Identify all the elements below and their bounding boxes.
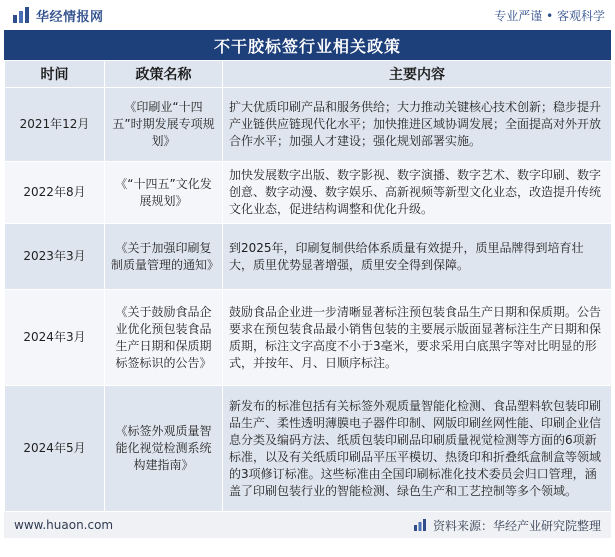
cell-policy-name: 《标签外观质量智能化视觉检测系统构建指南》 <box>105 386 223 512</box>
cell-policy-name: 《关于鼓励食品企业优化预包装食品生产日期和保质期标签标识的公告》 <box>105 290 223 386</box>
cell-content: 新发布的标准包括有关标签外观质量智能化检测、食品塑料软包装印刷品生产、柔性透明薄膜电子器件印制、网版印刷丝网性能、印刷企业信息分类及编码方法、纸质包装印刷品印刷质量视觉检测等方面的6项新标准，以及有关纸质印刷品平压平模切、热烫印和折叠纸盒制盒等领域的3项修订标准。这些标准由全国印刷标准化技术委员会归口管理，涵盖了印刷包装行业的智能检测、绿色生产和工艺控制等多个领域。 <box>223 386 612 512</box>
footer-source <box>413 517 601 534</box>
column-header-policy-name: 政策名称 <box>105 61 223 88</box>
brand-logo-icon <box>413 518 427 532</box>
column-header-main-content: 主要内容 <box>223 61 612 88</box>
cell-time: 2021年12月 <box>5 88 105 162</box>
cell-content: 鼓励食品企业进一步清晰显著标注预包装食品生产日期和保质期。公告要求在预包装食品最小销售包装的主要展示版面显著标注生产日期和保质期，标注文字高度不小于3毫米，要求采用白底黑字等对比明显的形式，并按年、月、日顺序标注。 <box>223 290 612 386</box>
top-bar <box>0 0 615 30</box>
table-row <box>5 386 612 512</box>
slogan: 专业严谨 • 客观科学 <box>494 8 605 23</box>
footer-url: www.huaon.com <box>14 518 114 532</box>
cell-content: 加快发展数字出版、数字影视、数字演播、数字艺术、数字印刷、数字创意、数字动漫、数字娱乐、高新视频等新型文化业态，改造提升传统文化业态，促进结构调整和优化升级。 <box>223 162 612 224</box>
cell-content: 到2025年，印刷复制供给体系质量有效提升，质里品牌得到培育壮大，质里优势显著增强，质里安全得到保障。 <box>223 224 612 290</box>
table-row <box>5 224 612 290</box>
brand-name: 华经情报网 <box>36 9 104 25</box>
table-row <box>5 88 612 162</box>
cell-policy-name: 《“十四五”文化发展规划》 <box>105 162 223 224</box>
footer <box>4 512 611 538</box>
cell-time: 2022年8月 <box>5 162 105 224</box>
column-header-time: 时间 <box>5 61 105 88</box>
table-row <box>5 290 612 386</box>
table-header-row <box>5 61 612 88</box>
cell-policy-name: 《关于加强印刷复制质量管理的通知》 <box>105 224 223 290</box>
cell-content: 扩大优质印刷产品和服务供给；大力推动关键核心技术创新；稳步提升产业链供应链现代化水平；加快推进区域协调发展；全面提高对外开放合作水平；加强人才建设；强化规划部署实施。 <box>223 88 612 162</box>
cell-time: 2024年5月 <box>5 386 105 512</box>
source-text: 资料来源：华经产业研究院整理 <box>432 518 601 533</box>
brand <box>12 6 104 25</box>
cell-policy-name: 《印刷业“十四五”时期发展专项规划》 <box>105 88 223 162</box>
cell-time: 2024年3月 <box>5 290 105 386</box>
policy-table <box>4 60 612 512</box>
table-title: 不干胶标签行业相关政策 <box>4 30 611 60</box>
brand-logo-icon <box>12 6 30 24</box>
cell-time: 2023年3月 <box>5 224 105 290</box>
table-row <box>5 162 612 224</box>
